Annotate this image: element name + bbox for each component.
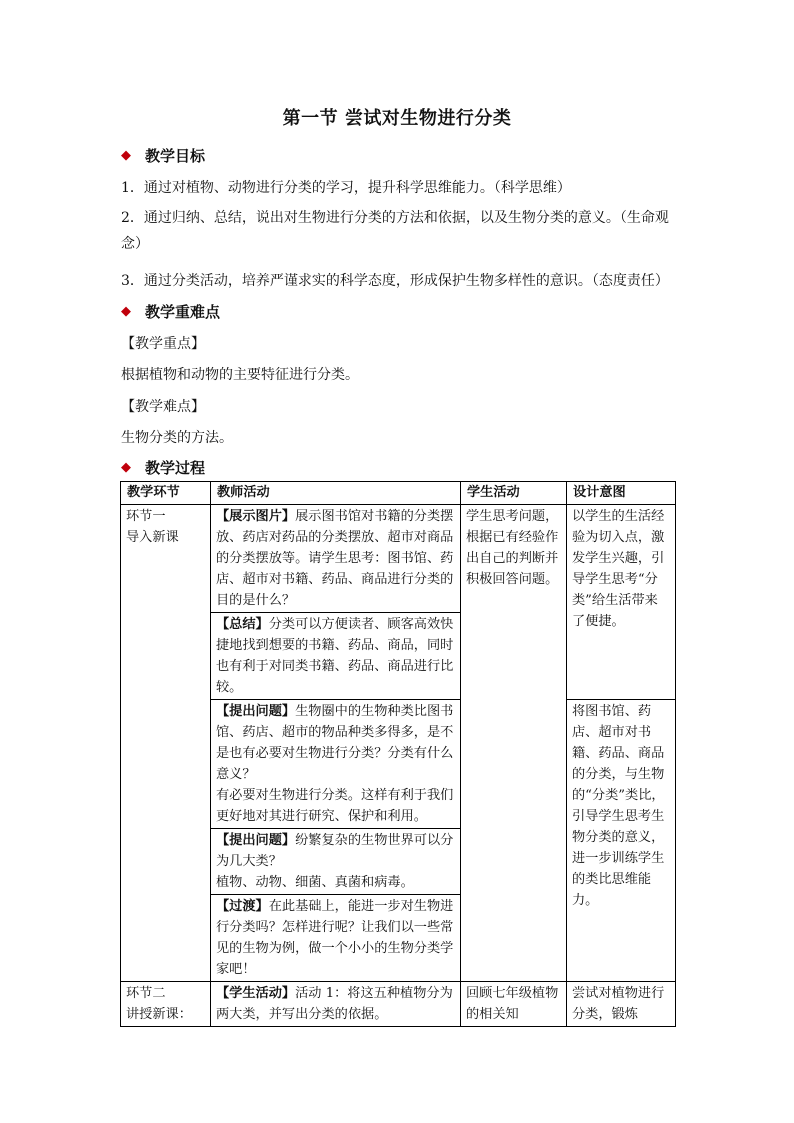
student-activity-text: 回顾七年级植物的相关知: [466, 986, 559, 1022]
activity-text: 分类可以方便读者、顾客高效快捷地找到想要的书籍、药品、商品，同时也有利于对同类书籍、药品、商品进行比较。: [216, 617, 454, 695]
key-point-label: 【教学重点】: [121, 336, 205, 352]
activity-tag: 【总结】: [216, 617, 269, 632]
diamond-bullet-icon: ◆: [121, 148, 131, 163]
diamond-bullet-icon: ◆: [121, 460, 131, 475]
section-heading-goals: [121, 145, 205, 166]
table-header-row: [121, 482, 676, 505]
stage-title: 导入新课: [126, 530, 179, 545]
teacher-activity-cell: [211, 700, 461, 829]
header-stage: 教学环节: [121, 482, 211, 505]
activity-text: 纷繁复杂的生物世界可以分为几大类？: [216, 833, 454, 869]
design-intent-text: 尝试对植物进行分类，锻炼: [572, 986, 665, 1022]
activity-tag: 【学生活动】: [216, 986, 296, 1001]
header-intent: 设计意图: [567, 482, 676, 505]
activity-text: 生物圈中的生物种类比图书馆、药店、超市的物品种类多得多，是不是也有必要对生物进行分类？分类有什么意义？: [216, 704, 454, 782]
activity-tag: 【过渡】: [216, 899, 269, 914]
teacher-activity-cell: [211, 895, 461, 982]
page-title: 第一节 尝试对生物进行分类: [282, 108, 512, 129]
stage-cell: [121, 982, 211, 1027]
activity-answer: 植物、动物、细菌、真菌和病毒。: [216, 875, 414, 890]
difficulty-label: 【教学难点】: [121, 399, 205, 415]
design-intent-cell: [567, 505, 676, 700]
design-intent-text: 以学生的生活经验为切入点，激发学生兴趣，引导学生思考“分类”给生活带来了便捷。: [572, 509, 665, 629]
section-heading-keypoints: [121, 301, 220, 322]
section-heading-process: [121, 457, 205, 478]
activity-text: 活动 1：将这五种植物分为两大类，并写出分类的依据。: [216, 986, 453, 1022]
activity-text: 展示图书馆对书籍的分类摆放、药店对药品的分类摆放、超市对商品的分类摆放等。请学生思考：图书馆、药店、超市对书籍、药品、商品进行分类的目的是什么？: [216, 509, 454, 608]
diamond-bullet-icon: ◆: [121, 304, 131, 319]
table-row: [121, 505, 676, 613]
teacher-activity-cell: [211, 613, 461, 700]
design-intent-cell: [567, 982, 676, 1027]
stage-cell: [121, 505, 211, 982]
teacher-activity-cell: [211, 829, 461, 895]
teaching-process-table: [120, 481, 676, 1027]
table-row: [121, 982, 676, 1027]
goal-item: 2．通过归纳、总结，说出对生物进行分类的方法和依据，以及生物分类的意义。（生命观念）: [121, 210, 669, 252]
stage-name: 环节二: [126, 986, 166, 1001]
student-activity-text: 学生思考问题，根据已有经验作出自己的判断并积极回答问题。: [466, 509, 559, 587]
stage-name: 环节一: [126, 509, 166, 524]
activity-answer: 有必要对生物进行分类。这样有利于我们更好地对其进行研究、保护和利用。: [216, 788, 454, 824]
header-student: 学生活动: [461, 482, 567, 505]
design-intent-text: 将图书馆、药店、超市对书籍、药品、商品的分类，与生物的“分类”类比，引导学生思考生物分类的意义，进一步训练学生的类比思维能力。: [572, 704, 665, 908]
student-activity-cell: [461, 982, 567, 1027]
section-heading-label: 教学过程: [145, 459, 206, 477]
section-heading-label: 教学目标: [145, 147, 206, 165]
activity-tag: 【展示图片】: [216, 509, 296, 524]
goal-item: 1．通过对植物、动物进行分类的学习，提升科学思维能力。（科学思维）: [121, 180, 571, 196]
activity-tag: 【提出问题】: [216, 833, 296, 848]
student-activity-cell: [461, 505, 567, 982]
key-point-text: 根据植物和动物的主要特征进行分类。: [121, 367, 359, 383]
section-heading-label: 教学重难点: [145, 303, 221, 321]
stage-title: 讲授新课：: [126, 1007, 192, 1022]
activity-tag: 【提出问题】: [216, 704, 296, 719]
header-teacher: 教师活动: [211, 482, 461, 505]
design-intent-cell: [567, 700, 676, 982]
goal-item: 3．通过分类活动，培养严谨求实的科学态度，形成保护生物多样性的意识。（态度责任）: [121, 273, 669, 289]
activity-text: 在此基础上，能进一步对生物进行分类吗？怎样进行呢？让我们以一些常见的生物为例，做一个小小的生物分类学家吧！: [216, 899, 454, 977]
teacher-activity-cell: [211, 982, 461, 1027]
teacher-activity-cell: [211, 505, 461, 613]
difficulty-text: 生物分类的方法。: [121, 430, 233, 446]
